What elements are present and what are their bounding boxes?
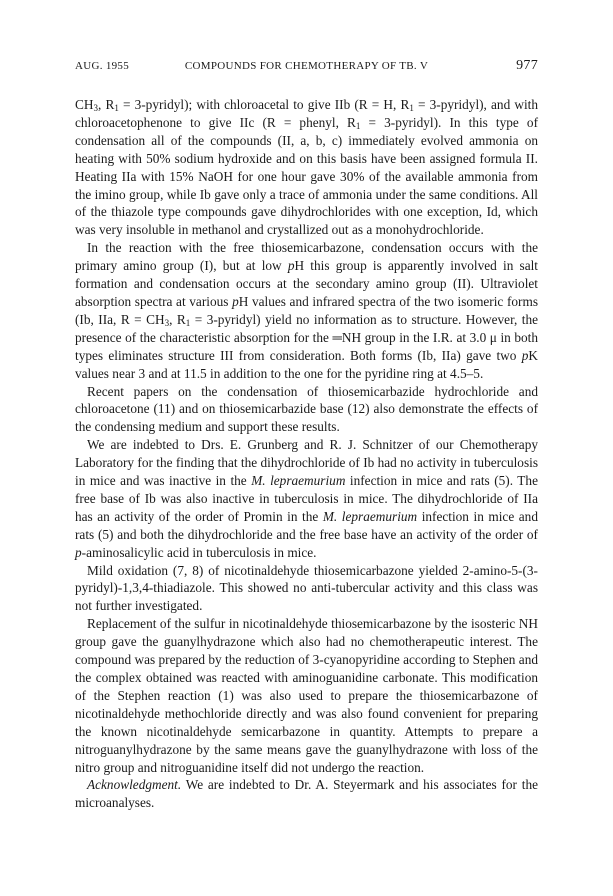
text-run: -aminosalicylic acid in tuberculosis in mice.	[81, 544, 317, 560]
text-run: We are indebted to Drs. E. Grunberg and R. J. Schnitzer of our Chemotherapy Laboratory for the finding that the dihydrochloride of Ib had no activity in tuberculosis in mice and was inactive in the	[75, 437, 538, 489]
text-run: H this group is apparently involved in salt formation and condensation occurs at the secondary amino group (II). Ultraviolet absorption spectra at various	[75, 258, 539, 309]
text-run: infection in mice and rats (5). The free base of Ib was also inactive in tuberculosis in mice. The dihydrochloride of IIa has an activity of the order of Promin in the	[75, 473, 538, 524]
text-run: = 3-pyridyl); with chloroacetal to give IIb (R = H, R	[118, 97, 410, 112]
text-run: , R	[169, 311, 186, 327]
subscript: 3	[164, 317, 170, 328]
subscript: 3	[93, 103, 98, 113]
text-run: K values near 3 and at 11.5 in addition to the one for the pyridine ring at 4.5–5.	[75, 347, 538, 381]
text-run: We are indebted to Dr. A. Steyermark and his associates for the microanalyses.	[75, 777, 538, 811]
italic-text: p	[232, 293, 239, 309]
italic-text: p	[75, 544, 82, 560]
text-run: In the reaction with the free thiosemicarbazone, condensation occurs with the primary amino group (I), but at low	[75, 240, 538, 274]
text-run: , R	[97, 97, 115, 112]
paragraph	[75, 383, 538, 437]
italic-text: M. lepraemurium	[251, 473, 346, 489]
text-run: H values and infrared spectra of the two isomeric forms (Ib, IIa, R = CH	[75, 293, 538, 327]
paragraph	[75, 615, 538, 776]
text-run: Mild oxidation (7, 8) of nicotinaldehyde thiosemicarbazone yielded 2-amino-5-(3-pyridyl)-1,3,4-thiadiazole. This showed no anti-tubercular activity and this class was not further investigated.	[75, 562, 538, 614]
subscript: 1	[409, 103, 414, 113]
italic-text: Acknowledgment.	[87, 777, 182, 793]
paragraph	[75, 562, 538, 616]
italic-text: p	[521, 347, 529, 363]
text-run: CH	[75, 97, 94, 112]
paragraph	[75, 436, 538, 561]
paragraph	[75, 239, 538, 382]
text-run: = 3-pyridyl), and with chloroacetophenone to give IIc (R = phenyl, R	[75, 97, 538, 130]
subscript: 1	[114, 103, 119, 113]
article-body	[75, 96, 538, 812]
running-title: COMPOUNDS FOR CHEMOTHERAPY OF TB. V	[184, 60, 429, 72]
text-run: = 3-pyridyl). In this type of condensation all of the compounds (II, a, b, c) immediately evolved ammonia on heating with 50% sodium hydroxide and on this basis have been assigned formula II. Heating IIa with 15% NaOH for one hour gave 30% of the available ammonia from the imino group, while Ib gave only a trace of ammonia under the same conditions. All of the thiazole type compounds gave dihydrochlorides with one exception, Id, which was very insoluble in methanol and crystallized out as a monohydrochloride.	[75, 114, 538, 238]
paragraph	[75, 96, 538, 239]
text-run: Replacement of the sulfur in nicotinaldehyde thiosemicarbazone by the isosteric NH group gave the guanylhydrazone which also had no chemotherapeutic interest. The compound was prepared by the reduction of 3-cyanopyridine according to Stephen and the complex obtained was reacted with aminoguanidine carbonate. This modification of the Stephen reaction (1) was also used to prepare the thiosemicarbazone of nicotinaldehyde methochloride directly and was also found convenient for preparing the known nicotinaldehyde semicarbazone in quantity. Attempts to prepare a nitroguanylhydrazone by the same means gave the guanylhydrazone with loss of the nitro group and nitroguanidine itself did not undergo the reaction.	[75, 616, 538, 775]
page-number: 977	[516, 58, 538, 73]
text-run: Recent papers on the condensation of thiosemicarbazide hydrochloride and chloroacetone (11) and on thiosemicarbazide base (12) also demonstrate the effects of the condensing medium and support these results.	[75, 383, 538, 435]
paragraph	[75, 776, 538, 812]
italic-text: p	[287, 258, 295, 274]
text-run: infection in mice and rats (5) and both the dihydrochloride and the free base have an activity of the order of	[75, 508, 538, 542]
text-run: = 3-pyridyl) yield no information as to structure. However, the presence of the characteristic absorption for the ═NH group in the I.R. at 3.0 μ in both types eliminates structure III from consideration. Both forms (Ib, IIa) gave two	[75, 311, 538, 363]
italic-text: M. lepraemurium	[322, 508, 418, 524]
subscript: 1	[185, 317, 191, 328]
subscript: 1	[355, 120, 361, 131]
running-head	[75, 60, 538, 80]
issue-date: AUG. 1955	[75, 60, 130, 72]
